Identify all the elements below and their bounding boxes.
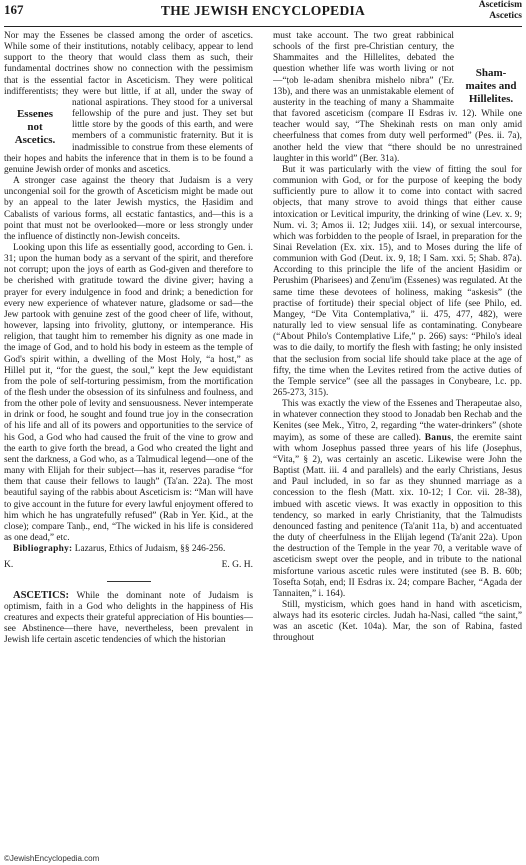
page-number: 167 [4,2,24,17]
article-divider [107,581,151,582]
left-column [4,31,253,847]
sidenote-shammaites-hillelites [460,67,522,106]
bibliography-text: Lazarus, Ethics of Judaism, §§ 246-256. [72,544,226,555]
signature-left: K. [4,560,14,571]
sidenote-line: not [27,120,43,133]
paragraph-ascetics-intro [4,590,253,647]
running-head-asceticism: Asceticism [478,0,522,10]
bibliography-label: Bibliography: [13,544,73,555]
sidenote-essenes-not-ascetics [4,108,66,147]
essenes-text-b: They stood for a universal fellowship of the pure and just. They set but little store by the goods of this earth, and were members of a communistic fraternity. But it is inadmissible to construe from these elements of their hopes and habits the inference that in them is to be found a genuine Jewish order of monks and ascetics. [4,97,253,175]
page-title: THE JEWISH ENCYCLOPEDIA [160,3,366,18]
paragraph-essenes [4,31,253,176]
sidenote-line: Essenes [16,107,54,120]
article-heading-ascetics: ASCETICS: [13,589,70,601]
paragraph-shammaites [273,31,522,165]
right-column [273,31,522,847]
banus-text: , the eremite saint with whom Josephus passed three years of his life (Josephus, “Vita,” § 2), was certainly an ascetic. Likewise were John the Baptist (Matt. iii. 4 and parallels) and the early Christians, Jesus and Paul included, in so far as they shunned marriage as a concession to the flesh (Matt. xix. 10-12; I Cor. vii. 28-38), imbued with ascetic views. It was exactly in opposition to this tendency, so marked in early Christianity, that the Talmudists denounced fasting and penitence (Ta'anit 11a, b) and accentuated the duty of cheerfulness in the Elijah legend (Ta'anit 22a). Upon the destruction of the Temple in the year 70, a veritable wave of asceticism swept over the people, and in tribute to the national misfortune various ascetic rules were instituted (see B. B. 60b; Tosefta Soṭah, end; II Esdras ix. 24; compare Bacher, “Agada der Tannaiten,” i. 164). [273,432,522,599]
sidenote-line: maites and [465,80,517,92]
signature-right: E. G. H. [221,560,253,571]
essenes-text-a: Nor may the Essenes be classed among the order of ascetics. While some of their institutions, notably celibacy, appear to lend support to the theory that would class them as such, their fundamental doctrines show no connection with the pessimism that is the essential factor in Asceticism. They were political indifferentists; they were but little, if at all, under the sway of national aspirations. [4,31,253,108]
paragraph-mysticism: Still, mysticism, which goes hand in hand with asceticism, always had its esoteric circles. Judah ha-Nasi, called “the saint,” was an ascetic (Ket. 104a). Mar, the son of Rabina, fasted throughout [273,599,522,644]
paragraph-communion: But it was particularly with the view of fitting the soul for communion with God, or for the purpose of keeping the body sufficiently pure to allow it to come into contact with sacred objects, that many strove to avoid things that either cause intoxication or Levitical impurity, the drinking of wine (Lev. x. 9; Num. vi. 3; Amos ii. 12; Judges xiii. 14), or sexual intercourse, which was forbidden to the people of Israel, in preparation for the Sinai Revelation (Ex. xix. 15), and to Moses during the life of communion with God (Deut. ix. 9, 18; I Sam. xxi. 5; Shab. 87a). According to this principle the life of the ancient Ḥasidim or Perushim (Pharisees) and Ẓenu'im (Essenes) was regulated. At the same time these devotees of holiness, making “askesis” (the practise of fortitude) their special object of life (see Philo, ed. Mangey, “De Vita Contemplativa,” ii. 475, 477, 482), were naturally led to view sensual life as contaminating. Conybeare (“About Philo's Contemplative Life,” p. 266) says: “Philo's ideal was to die daily, to mortify the flesh with fasting; he only insisted that the seclusion from social life should take place at the age of fifty, the time when the Levites retired from the active duties of the Temple service” (see all the passages in Conybeare, l.c. pp. 265-273, 315). [273,164,522,398]
author-signature [4,560,253,571]
paragraph-life-good: Looking upon this life as essentially good, according to Gen. i. 31; upon the human body as a servant of the spirit, and therefore not corrupt; upon the joys of earth as God-given and therefore to be cherished with gratitude toward the divine giver; having a prayer for every indulgence in food and drink; a benediction for every new experience of whatever nature, gladsome or sad—the Jew partook with genuine zest of the good cheer of life, without, however, lapsing into frivolity, gluttony, or intemperance. His religion, that taught him to remember his dignity as one made in the image of God, and to hold his body in esteem as the temple of God's spirit within, a dwelling of the Most Holy, “a host,” as Hillel put it, “for the guest, the soul,” kept the Jew equidistant from the pole of self-torturing pessimism, from the mortification of the flesh under the obsession of its sinfulness and foulness, and from the other pole of levity and sensuousness. Never intemperate in drink or food, he sought and found true joy in the consecration of his life and all of its powers and opportunities to the service of his God, a God who had caused the fruit of the vine to grow and the earth to give forth the bread, a God who created the light and sent the darkness, a God who, as a Talmudical legend—one of the many with Elijah for their subject—has it, reserves paradise “for them that cause their fellows to laugh” (Ta'an. 22a). The most beautiful saying of the rabbis about Asceticism is: “Man will have to give account in the future for every lawful enjoyment offered to him which he has ungratefully refused” (Rab in Yer. Ḳid., at the close); compare Tanḥ., end, “The wicked in his life is considered as one dead,” etc. [4,242,253,544]
sidenote-line: Sham- [475,67,507,79]
sidenote-line: Hillelites. [468,93,514,105]
running-head-ascetics: Ascetics [489,11,522,21]
banus-name: Banus [424,432,452,443]
ascetics-intro-text: While the dominant note of Judaism is optimism, faith in a God who delights in the happiness of His creatures and expects their grateful appreciation of His bounties—see Abstinence—there have, nevertheless, been prevalent in Jewish life certain ascetic tendencies of which the historian [4,590,253,646]
paragraph-essenes-therapeutae [273,399,522,600]
running-head [479,0,522,22]
shammaites-text: must take account. The two great rabbinical schools of the first pre-Christian century, the Shammaites and the Hillelites, debated the question whether life was worth living or not—“ṭob le-adam shenibra mishelo nibra” ('Er. 13b), and there was an unmistakable element of austerity in the teaching of many a Shammaite that favored asceticism (compare II Esdras iv. 12). While one teacher would say, “The Shekinah rests on man only amid cheerfulness that comes from duty well performed” (Pes. ii. 7a), another held the view that “there should be no unrestrained laughter in this world” (Ber. 31a). [273,31,522,164]
bibliography [4,544,253,555]
therapeutae-text: This was exactly the view of the Essenes and Therapeutae also, in whatever connection they stood to Jonadab ben Rechab and the Kenites (see Mek., Yitro, 2, regarding “the water-drinkers” (shote mayim), as some of these are called). [273,399,522,443]
paragraph-mystics: A stronger case against the theory that Judaism is a very uncongenial soil for the growth of Asceticism might be made out by an appeal to the later Jewish mystics, the Ḥasidim and Cabalists of various forms, all ecstatic fantastics, and—this is a point that must not be overlooked—more or less strongly under the influence of distinctly non-Jewish conceits. [4,176,253,242]
page-header [4,0,522,27]
watermark: ©JewishEncyclopedia.com [4,854,100,863]
sidenote-line: Ascetics. [14,133,56,146]
